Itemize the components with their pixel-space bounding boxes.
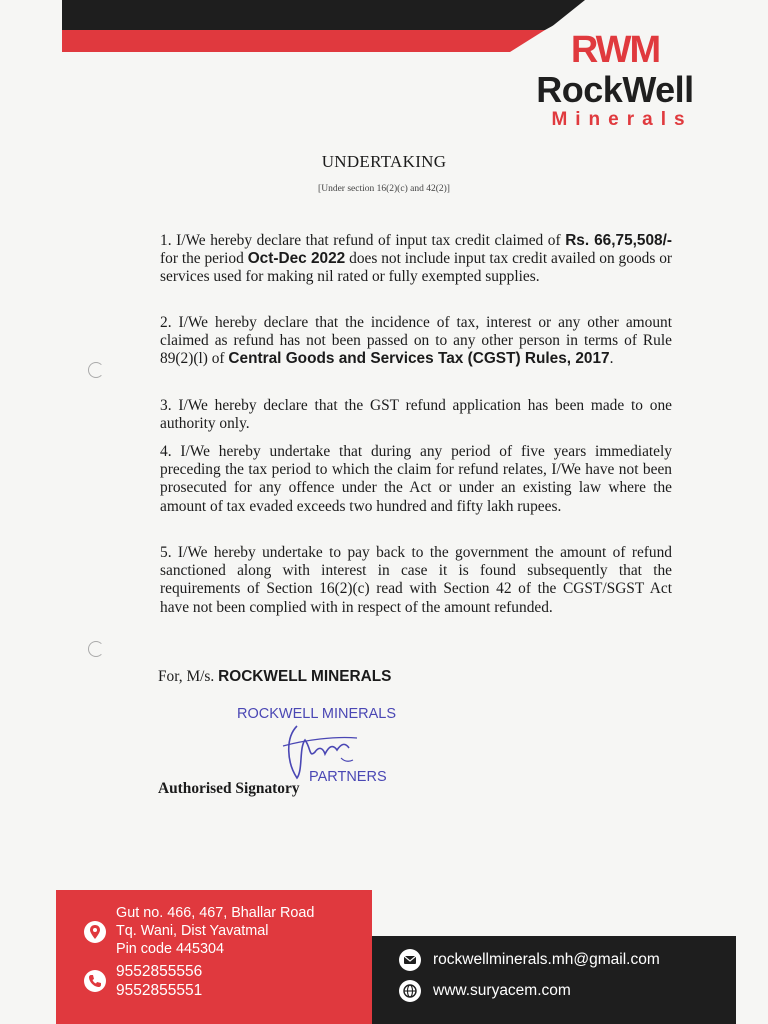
declaration-paragraph-4: 4. I/We hereby undertake that during any period of five years immediately preceding the tax period to which the claim for refund relates, I/We have not been prosecuted for any offence under the Act or under an existing law where the amount of tax evaded exceeds two hundred and fifty lakh rupees. [160,443,672,515]
location-pin-icon [84,921,106,943]
stamp-company-name: ROCKWELL MINERALS [237,706,396,722]
email-icon [399,949,421,971]
p1-text-c: does not include input tax credit availed on goods or services used for making nil rated or fully exempted supplies. [160,250,673,286]
declaration-paragraph-2 [160,314,672,369]
for-company-line [158,668,391,686]
refund-amount: Rs. 66,75,508/- [565,232,672,249]
declaration-paragraph-5: 5. I/We hereby undertake to pay back to the government the amount of refund sanctioned along with interest in case it is found subsequently that the requirements of Section 16(2)(c) read with Section 42 of the CGST/SGST Act have not been complied with in respect of the amount refunded. [160,544,672,616]
phone-icon [84,970,106,992]
p2-text-b: . [609,350,614,368]
document-title: UNDERTAKING [321,152,447,171]
footer-website[interactable]: www.suryacem.com [433,982,571,999]
declaration-paragraph-1 [160,232,672,287]
address-line-1: Gut no. 466, 467, Bhallar Road [116,905,315,921]
cgst-rules: Central Goods and Services Tax (CGST) Rules, 2017 [228,350,610,368]
company-subname: Minerals [551,109,693,130]
globe-icon [399,980,421,1002]
logo-mark: RWM [570,29,660,71]
scan-margin-mark [88,362,104,378]
footer-address [116,904,314,958]
document-subtitle: [Under section 16(2)(c) and 42(2)] [318,184,450,194]
address-line-2: Tq. Wani, Dist Yavatmal [116,923,269,939]
phone-number-2[interactable]: 9552855551 [116,982,203,999]
footer-phones [116,962,202,1000]
for-company-name: ROCKWELL MINERALS [218,668,392,685]
footer-email[interactable]: rockwellminerals.mh@gmail.com [433,951,660,968]
address-line-3: Pin code 445304 [116,941,225,957]
stamp-partners: PARTNERS [309,769,387,785]
refund-period: Oct-Dec 2022 [247,250,346,268]
company-logo [510,30,720,130]
p1-text-b: for the period [160,250,248,268]
for-prefix: For, M/s. [158,668,219,685]
company-name: RockWell [536,69,694,110]
company-stamp [225,706,415,791]
declaration-paragraph-3: 3. I/We hereby declare that the GST refund application has been made to one authority only. [160,397,672,433]
scan-margin-mark [88,641,104,657]
p1-text-a: 1. I/We hereby declare that refund of input tax credit claimed of [160,232,566,249]
p2-text-a: 2. I/We hereby declare that the incidence of tax, interest or any other amount claimed as refund has not been passed on to any other person in terms of Rule 89(2)(l) of [160,314,672,368]
authorised-signatory-label: Authorised Signatory [158,780,300,797]
phone-number-1[interactable]: 9552855556 [116,963,203,980]
